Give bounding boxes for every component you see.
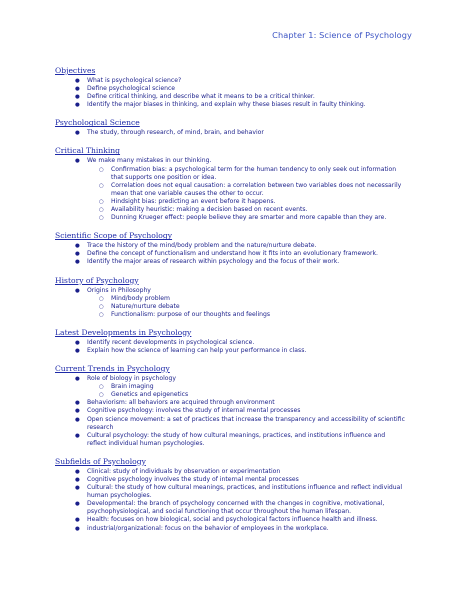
list-item-text: Brain imaging bbox=[111, 383, 154, 391]
section-gap bbox=[55, 355, 425, 364]
list-item-text: Mind/body problem bbox=[111, 294, 170, 302]
list-item bbox=[55, 500, 425, 508]
bullet-dot-icon: ● bbox=[75, 517, 80, 524]
list-item bbox=[55, 303, 425, 311]
bullet-dot-icon: ● bbox=[75, 339, 80, 346]
list-item-text: What is psychological science? bbox=[87, 77, 182, 84]
list-item bbox=[55, 93, 425, 101]
list-item-text: Dunning Krueger effect: people believe they are smarter and more capable than they are. bbox=[111, 214, 387, 222]
bullet-dot-icon: ● bbox=[75, 468, 80, 475]
bullet-list bbox=[55, 77, 425, 109]
bullet-dot-icon: ● bbox=[75, 347, 80, 354]
list-item bbox=[55, 476, 425, 484]
section bbox=[55, 66, 425, 109]
bullet-dot-icon: ● bbox=[75, 408, 80, 415]
list-item-text: Define the concept of functionalism and understand how it fits into an evolutionary framework. bbox=[87, 250, 378, 258]
bullet-circle-icon: ○ bbox=[99, 207, 104, 214]
bullet-dot-icon: ● bbox=[75, 130, 80, 137]
list-item-text: Nature/nurture debate bbox=[111, 302, 180, 310]
list-item bbox=[55, 339, 425, 347]
section-gap bbox=[55, 448, 425, 457]
list-item-text: that supports one position or idea. bbox=[111, 173, 217, 181]
section-gap bbox=[55, 319, 425, 328]
list-item bbox=[55, 206, 425, 214]
list-item-text: Behaviorism: all behaviors are acquired through environment bbox=[87, 399, 275, 407]
bullet-dot-icon: ● bbox=[75, 376, 80, 383]
list-item bbox=[55, 383, 425, 391]
list-item bbox=[55, 492, 425, 500]
list-item-text: Define psychological science bbox=[87, 85, 176, 93]
list-item bbox=[55, 416, 425, 424]
bullet-dot-icon: ● bbox=[75, 259, 80, 266]
bullet-circle-icon: ○ bbox=[99, 215, 104, 222]
list-item bbox=[55, 399, 425, 407]
bullet-dot-icon: ● bbox=[75, 477, 80, 483]
list-item-text: Identify the major areas of research within psychology and the focus of their work. bbox=[87, 258, 340, 266]
list-item-text: Cultural: the study of how cultural meanings, practices, and institutions influence and reflect individual bbox=[87, 484, 403, 492]
list-item-text: Health: focuses on how biological, social and psychological factors influence health and illness. bbox=[87, 516, 378, 524]
section-gap bbox=[55, 222, 425, 231]
list-item-text: mean that one variable causes the other to occur. bbox=[111, 189, 264, 197]
list-item bbox=[55, 516, 425, 524]
list-item-text: Identify the major biases in thinking, and explain why these biases result in faulty thinking. bbox=[87, 101, 366, 109]
bullet-list bbox=[55, 468, 425, 533]
bullet-circle-icon: ○ bbox=[99, 384, 104, 391]
bullet-dot-icon: ● bbox=[75, 287, 80, 294]
bullet-list bbox=[55, 339, 425, 355]
list-item-text: Functionalism: purpose of our thoughts and feelings bbox=[111, 310, 271, 318]
list-item bbox=[55, 391, 425, 399]
bullet-list bbox=[55, 375, 425, 448]
list-item bbox=[55, 157, 425, 165]
list-item bbox=[55, 525, 425, 533]
list-item-text: Define critical thinking, and describe what it means to be a critical thinker. bbox=[87, 93, 315, 101]
list-item bbox=[55, 250, 425, 258]
section-heading: Objectives bbox=[55, 66, 96, 75]
bullet-dot-icon: ● bbox=[75, 94, 80, 101]
bullet-dot-icon: ● bbox=[75, 243, 80, 250]
section bbox=[55, 328, 425, 355]
section bbox=[55, 364, 425, 448]
list-item bbox=[55, 174, 425, 182]
bullet-circle-icon: ○ bbox=[99, 182, 104, 189]
bullet-circle-icon: ○ bbox=[99, 166, 104, 173]
list-item-text: Correlation does not equal causation: a correlation between two variables does not necessarily bbox=[111, 181, 402, 189]
section-heading: Scientific Scope of Psychology bbox=[55, 231, 173, 241]
bullet-dot-icon: ● bbox=[75, 400, 80, 407]
list-item bbox=[55, 242, 425, 250]
list-item bbox=[55, 287, 425, 295]
bullet-dot-icon: ● bbox=[75, 251, 80, 258]
chapter-title: Chapter 1: Science of Psychology bbox=[272, 30, 412, 40]
bullet-circle-icon: ○ bbox=[99, 392, 104, 399]
section-heading: Current Trends in Psychology bbox=[55, 364, 170, 374]
bullet-dot-icon: ● bbox=[75, 416, 80, 423]
section-heading: Subfields of Psychology bbox=[55, 456, 146, 466]
bullet-dot-icon: ● bbox=[75, 78, 80, 84]
bullet-circle-icon: ○ bbox=[99, 198, 104, 205]
section bbox=[55, 231, 425, 266]
list-item-text: Origins in Philosophy bbox=[87, 286, 151, 294]
bullet-dot-icon: ● bbox=[75, 525, 80, 532]
bullet-list bbox=[55, 242, 425, 266]
section bbox=[55, 146, 425, 222]
list-item-text: Identify recent developments in psychological science. bbox=[87, 338, 255, 346]
bullet-circle-icon: ○ bbox=[99, 295, 104, 302]
list-item-text: Trace the history of the mind/body problem and the nature/nurture debate. bbox=[87, 242, 317, 250]
list-item bbox=[55, 440, 425, 448]
list-item-text: Clinical: study of individuals by observation or experimentation bbox=[87, 467, 281, 475]
list-item-text: reflect individual human psychologies. bbox=[87, 439, 205, 447]
list-item-text: Confirmation bias: a psychological term for the human tendency to only seek out information bbox=[111, 165, 397, 173]
section-gap bbox=[55, 109, 425, 118]
section bbox=[55, 276, 425, 319]
list-item-text: Explain how the science of learning can help your performance in class. bbox=[87, 346, 307, 354]
list-item-text: human psychologies. bbox=[87, 492, 152, 500]
list-item bbox=[55, 214, 425, 222]
list-item bbox=[55, 468, 425, 476]
section-heading: Psychological Science bbox=[55, 118, 140, 128]
list-item bbox=[55, 375, 425, 383]
section-heading: Latest Developments in Psychology bbox=[55, 327, 192, 337]
section-heading: History of Psychology bbox=[55, 275, 139, 285]
list-item-text: Cultural psychology: the study of how cultural meanings, practices, and institutions influence and bbox=[87, 431, 386, 439]
section-gap bbox=[55, 137, 425, 146]
list-item bbox=[55, 311, 425, 319]
list-item-text: Genetics and epigenetics bbox=[111, 391, 189, 399]
list-item-text: Open science movement: a set of practices that increase the transparency and accessibility of scientific bbox=[87, 415, 405, 423]
list-item bbox=[55, 407, 425, 415]
list-item bbox=[55, 424, 425, 432]
bullet-list bbox=[55, 129, 425, 137]
list-item bbox=[55, 258, 425, 266]
list-item bbox=[55, 101, 425, 109]
list-item bbox=[55, 432, 425, 440]
notes-content bbox=[55, 66, 425, 533]
list-item bbox=[55, 190, 425, 198]
bullet-circle-icon: ○ bbox=[99, 303, 104, 310]
bullet-dot-icon: ● bbox=[75, 432, 80, 439]
list-item bbox=[55, 484, 425, 492]
list-item-text: Availability heuristic: making a decision based on recent events. bbox=[111, 206, 308, 214]
list-item-text: industrial/organizational: focus on the behavior of employees in the workplace. bbox=[87, 524, 329, 532]
bullet-dot-icon: ● bbox=[75, 485, 80, 492]
list-item-text: Cognitive psychology: involves the study of internal mental processes bbox=[87, 407, 301, 415]
list-item bbox=[55, 347, 425, 355]
list-item-text: psychophysiological, and social functioning that occur throughout the human lifespan. bbox=[87, 508, 352, 516]
list-item bbox=[55, 198, 425, 206]
section-gap bbox=[55, 267, 425, 276]
list-item bbox=[55, 77, 425, 85]
bullet-circle-icon: ○ bbox=[99, 311, 104, 318]
list-item bbox=[55, 508, 425, 516]
list-item bbox=[55, 295, 425, 303]
bullet-dot-icon: ● bbox=[75, 86, 80, 93]
list-item bbox=[55, 85, 425, 93]
bullet-list bbox=[55, 157, 425, 222]
bullet-list bbox=[55, 287, 425, 319]
list-item bbox=[55, 166, 425, 174]
section bbox=[55, 457, 425, 533]
list-item-text: research bbox=[87, 423, 114, 431]
list-item-text: Hindsight bias: predicting an event before it happens. bbox=[111, 197, 276, 205]
list-item-text: Role of biology in psychology bbox=[87, 375, 176, 383]
bullet-dot-icon: ● bbox=[75, 501, 80, 508]
list-item-text: Cognitive psychology involves the study of internal mental processes bbox=[87, 476, 299, 483]
section bbox=[55, 118, 425, 137]
list-item-text: We make many mistakes in our thinking. bbox=[87, 157, 212, 165]
bullet-dot-icon: ● bbox=[75, 158, 80, 165]
section-heading: Critical Thinking bbox=[55, 146, 121, 156]
list-item bbox=[55, 182, 425, 190]
list-item bbox=[55, 129, 425, 137]
list-item-text: Developmental: the branch of psychology concerned with the changes in cognitive, motivational, bbox=[87, 500, 385, 508]
bullet-dot-icon: ● bbox=[75, 102, 80, 109]
list-item-text: The study, through research, of mind, brain, and behavior bbox=[87, 129, 264, 137]
